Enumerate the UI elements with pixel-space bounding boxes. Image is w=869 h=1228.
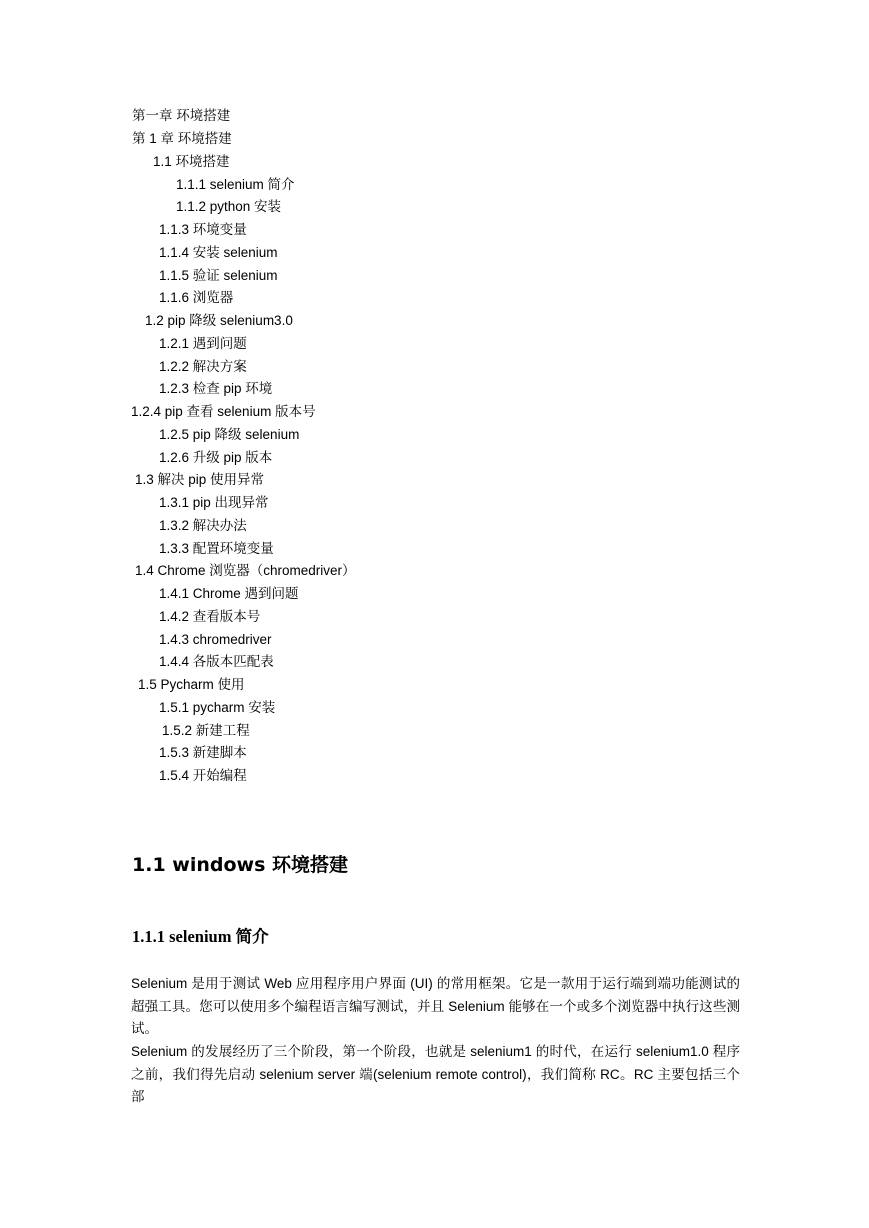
toc-entry-1-2-2: 1.2.2 解决方案	[159, 359, 247, 374]
toc-entry-1-4-3: 1.4.3 chromedriver	[159, 632, 272, 647]
toc-entry-1-1-1: 1.1.1 selenium 简介	[176, 177, 295, 192]
toc-entry-1-3-2: 1.3.2 解决办法	[159, 518, 247, 533]
toc-entry-1-2: 1.2 pip 降级 selenium3.0	[145, 313, 293, 328]
toc-entry-1-1-5: 1.1.5 验证 selenium	[159, 268, 278, 283]
toc-entry-1-2-4: 1.2.4 pip 查看 selenium 版本号	[131, 404, 316, 419]
toc-entry-1-3: 1.3 解决 pip 使用异常	[135, 472, 265, 487]
toc-entry-1-5-2: 1.5.2 新建工程	[162, 723, 250, 738]
body-paragraph-history: Selenium 的发展经历了三个阶段，第一个阶段，也就是 selenium1 的时代，在运行 selenium1.0 程序之前，我们得先启动 selenium server 端(selenium remote control)，我们简称 RC。RC 主要包括三个部	[131, 1044, 740, 1104]
toc-entry-1-5-3: 1.5.3 新建脚本	[159, 745, 247, 760]
subsection-heading: 1.1.1 selenium 简介	[132, 927, 269, 946]
toc-entry-1-5: 1.5 Pycharm 使用	[138, 677, 245, 692]
toc-entry-1-2-1: 1.2.1 遇到问题	[159, 336, 247, 351]
toc-entry-1-5-4: 1.5.4 开始编程	[159, 768, 247, 783]
toc-entry-1-4-4: 1.4.4 各版本匹配表	[159, 654, 274, 669]
toc-entry-1-1-4: 1.1.4 安装 selenium	[159, 245, 278, 260]
toc-entry-1-3-1: 1.3.1 pip 出现异常	[159, 495, 269, 510]
toc-entry-1-1-3: 1.1.3 环境变量	[159, 222, 247, 237]
toc-entry-1-2-6: 1.2.6 升级 pip 版本	[159, 450, 273, 465]
toc-entry-1-4-2: 1.4.2 查看版本号	[159, 609, 261, 624]
toc-entry-1-1-2: 1.1.2 python 安装	[176, 199, 282, 214]
toc-entry-1-1: 1.1 环境搭建	[153, 154, 230, 169]
toc-entry-1-3-3: 1.3.3 配置环境变量	[159, 541, 274, 556]
body-paragraph-intro: Selenium 是用于测试 Web 应用程序用户界面 (UI) 的常用框架。它是一款用于运行端到端功能测试的超强工具。您可以使用多个编程语言编写测试，并且 Selenium 能够在一个或多个浏览器中执行这些测试。	[131, 976, 740, 1036]
section-heading: 1.1 windows 环境搭建	[132, 854, 348, 876]
toc-entry-1-4-1: 1.4.1 Chrome 遇到问题	[159, 586, 299, 601]
toc-entry-chapter-1: 第 1 章 环境搭建	[132, 131, 232, 146]
toc-entry-chapter-1-title: 第一章 环境搭建	[132, 108, 231, 123]
toc-entry-1-5-1: 1.5.1 pycharm 安装	[159, 700, 276, 715]
toc-entry-1-2-5: 1.2.5 pip 降级 selenium	[159, 427, 300, 442]
toc-entry-1-1-6: 1.1.6 浏览器	[159, 290, 234, 305]
toc-entry-1-4: 1.4 Chrome 浏览器（chromedriver）	[135, 563, 356, 578]
toc-entry-1-2-3: 1.2.3 检查 pip 环境	[159, 381, 273, 396]
